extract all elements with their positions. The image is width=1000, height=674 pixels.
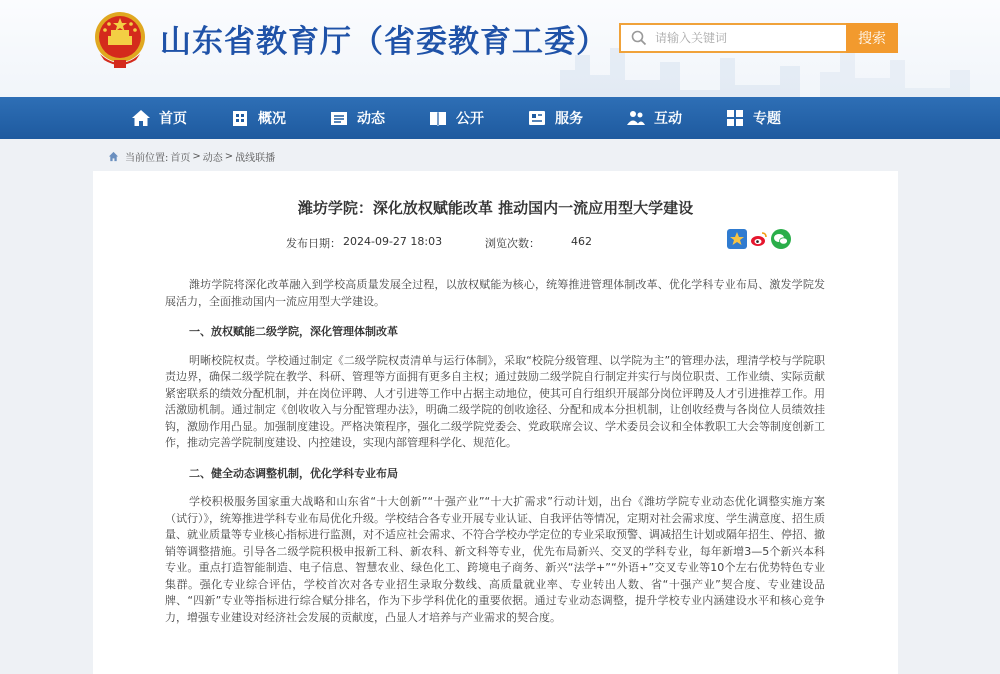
site-header [0, 0, 1000, 97]
breadcrumb-link-home[interactable]: 首页 [170, 153, 191, 164]
section-paragraph: 学校积极服务国家重大战略和山东省“十大创新”“十强产业”“十大扩需求”行动计划，出台《潍坊学院专业动态优化调整实施方案（试行）》，统筹推进学科专业布局优化升级。学校结合各专业开展专业认证、自我评估等情况，定期对社会需求度、学生满意度、招生质量、就业质量等专业核心指标进行监测，对不适应社会需求、不符合学校办学定位的专业采取预警、调减招生计划或隔年招生、停招、撤销等调整措施。引导各二级学院积极申报新工科、新农科、新文科等专业，优先布局新兴、交叉的学科专业，每年新增3—5个新兴本科专业。重点打造智能制造、电子信息、智慧农业、绿色化工、跨境电子商务、新兴“法学+”“外语+”交叉专业等10个左右优势特色专业集群。强化专业综合评估，学校首次对各专业招生录取分数线、高质量就业率、专业转出人数、省“十强产业”契合度、专业建设品牌、“四新”专业等指标进行综合赋分排名，作为下步学科优化的重要依据。通过专业动态调整，提升学校专业内涵建设水平和核心竞争力，增强专业建设对经济社会发展的贡献度，凸显人才培养与产业需求的契合度。 [165, 495, 825, 624]
search-box [619, 23, 846, 53]
breadcrumb-link-front[interactable]: 战线联播 [235, 153, 276, 164]
publish-date-label: 发布日期： [286, 237, 341, 250]
article-body [165, 277, 825, 640]
wechat-icon[interactable] [771, 229, 791, 249]
people-icon [626, 108, 646, 128]
breadcrumb-prefix: 当前位置: [125, 153, 169, 164]
article-intro: 潍坊学院将深化改革融入到学校高质量发展全过程，以放权赋能为核心，统筹推进管理体制改革、优化学科专业布局、激发学院发展活力，全面推动国内一流应用型大学建设。 [165, 278, 825, 308]
nav-item-overview[interactable] [230, 97, 286, 139]
breadcrumb-link-news[interactable]: 动态 [202, 153, 223, 164]
nav-item-public[interactable] [428, 97, 484, 139]
view-count-label: 浏览次数： [485, 237, 540, 250]
nav-item-label: 首页 [159, 111, 187, 127]
nav-item-label: 互动 [654, 111, 682, 127]
book-icon [428, 108, 448, 128]
nav-item-label: 专题 [753, 111, 781, 127]
nav-item-news[interactable] [329, 97, 385, 139]
nav-item-service[interactable] [527, 97, 583, 139]
section-heading: 二、健全动态调整机制，优化学科专业布局 [189, 466, 398, 480]
national-emblem-icon [92, 10, 148, 70]
search-button[interactable]: 搜索 [846, 23, 898, 53]
article-title: 潍坊学院：深化放权赋能改革 推动国内一流应用型大学建设 [297, 199, 694, 217]
search-icon [631, 30, 647, 46]
publish-date: 2024-09-27 18:03 [343, 235, 443, 248]
favorite-icon[interactable] [727, 229, 747, 249]
nav-item-home[interactable] [131, 97, 187, 139]
share-bar [727, 229, 793, 249]
nav-item-label: 服务 [555, 111, 583, 127]
service-icon [527, 108, 547, 128]
breadcrumb-separator: > [224, 151, 234, 162]
main-nav [0, 97, 1000, 139]
nav-item-interact[interactable] [626, 97, 682, 139]
home-small-icon [108, 151, 119, 162]
nav-item-label: 公开 [456, 111, 484, 127]
section-heading: 一、放权赋能二级学院，深化管理体制改革 [189, 325, 398, 338]
breadcrumb-separator: > [192, 151, 201, 162]
newspaper-icon [329, 108, 349, 128]
weibo-icon[interactable] [749, 229, 769, 249]
nav-item-topic[interactable] [725, 97, 781, 139]
nav-item-label: 动态 [357, 111, 385, 127]
search-input[interactable] [655, 31, 835, 45]
site-title: 山东省教育厅（省委教育工委） [160, 24, 608, 60]
home-icon [131, 108, 151, 128]
building-icon [230, 108, 250, 128]
section-paragraph: 明晰校院权责。学校通过制定《二级学院权责清单与运行体制》，采取“校院分级管理、以学院为主”的管理办法，理清学校与学院职责边界，确保二级学院在教学、科研、管理等方面拥有更多自主权；通过鼓励二级学院自行制定并实行与岗位职责、工作业绩、实际贡献紧密联系的绩效分配机制，并在岗位评聘、人才引进等工作中占据主动地位，使其可自行组织开展部分岗位评聘及人才引进推荐工作。用活激励机制。通过制定《创收收入与分配管理办法》，明确二级学院的创收途径、分配和成本分担机制，让创收经费与各岗位人员绩效挂钩，激励作用凸显。加强制度建设。严格决策程序，强化二级学院党委会、党政联席会议、学术委员会议和全体教职工大会等制度创新工作，推动完善学院制度建设、内控建设，实现内部管理科学化、规范化。 [165, 353, 825, 449]
breadcrumb [108, 149, 277, 164]
topic-icon [725, 108, 745, 128]
view-count: 462 [571, 235, 592, 248]
article-panel [93, 171, 898, 674]
nav-item-label: 概况 [258, 111, 286, 127]
